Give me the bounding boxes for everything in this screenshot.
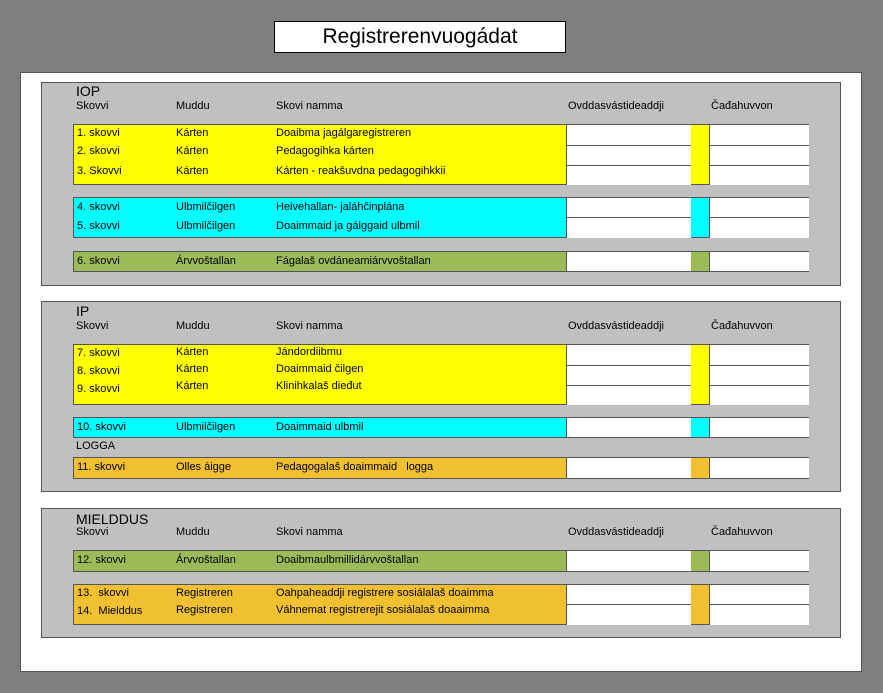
row-muddu: Kárten — [176, 363, 209, 375]
row-namma[interactable]: Doaibma jagálgaregistreren — [276, 127, 412, 139]
completed-input[interactable] — [709, 418, 809, 437]
row-number: 14. Mielddus — [77, 605, 143, 617]
row-namma[interactable]: Kárten - reakšuvdna pedagogihkkii — [276, 165, 446, 177]
row-namma[interactable]: Doaimmaid čilgen — [276, 363, 364, 375]
responsible-input[interactable] — [566, 585, 691, 604]
row-namma[interactable]: Klinihkalaš dieđut — [276, 380, 362, 392]
header-skovvi: Skovvi — [76, 526, 109, 538]
completed-input[interactable] — [709, 385, 809, 405]
completed-input[interactable] — [709, 551, 809, 571]
responsible-input[interactable] — [566, 198, 691, 217]
row-namma[interactable]: Fágalaš ovdáneamiárvvoštallan — [276, 255, 431, 267]
completed-input[interactable] — [709, 345, 809, 365]
status-strip — [691, 551, 709, 571]
responsible-input[interactable] — [566, 385, 691, 405]
responsible-input[interactable] — [566, 145, 691, 166]
header-ovddasvastideaddji: Ovddasvástideaddji — [568, 100, 665, 112]
status-strip — [691, 252, 709, 271]
responsible-input[interactable] — [566, 252, 691, 271]
status-strip — [691, 345, 709, 404]
completed-input[interactable] — [709, 217, 809, 238]
completed-input[interactable] — [709, 252, 809, 271]
responsible-input[interactable] — [566, 458, 691, 478]
responsible-input[interactable] — [566, 125, 691, 145]
ip-group-kartten — [73, 344, 809, 405]
iop-title: IOP — [76, 83, 101, 99]
row-namma[interactable]: Pedagogalaš doaimmaid logga — [276, 461, 434, 473]
mielddus-group-arvvostallan — [73, 550, 809, 572]
row-namma[interactable]: Heivehallan- jaláhčinplána — [276, 201, 405, 213]
completed-input[interactable] — [709, 604, 809, 625]
mielddus-group-registreren — [73, 584, 809, 625]
status-strip — [691, 125, 709, 184]
row-namma[interactable]: Doaibmaulbmillidárvvoštallan — [276, 554, 419, 566]
row-muddu: Ulbmilčilgen — [176, 201, 236, 213]
header-skovinamma: Skovi namma — [276, 100, 343, 112]
ip-title: IP — [76, 303, 90, 319]
row-muddu: Kárten — [176, 380, 209, 392]
header-cadahuvvon: Čađahuvvon — [711, 320, 773, 332]
row-muddu: Registreren — [176, 604, 233, 616]
row-number: 13. skovvi — [77, 587, 129, 599]
row-number: 12. skovvi — [77, 554, 126, 566]
status-strip — [691, 458, 709, 478]
ip-group-ulbmil — [73, 417, 809, 438]
responsible-input[interactable] — [566, 165, 691, 185]
row-namma[interactable]: Doaimmaid ulbmil — [276, 421, 364, 433]
header-cadahuvvon: Čađahuvvon — [711, 526, 773, 538]
status-strip — [691, 198, 709, 237]
responsible-input[interactable] — [566, 418, 691, 437]
responsible-input[interactable] — [566, 551, 691, 571]
row-muddu: Árvvoštallan — [176, 255, 236, 267]
row-number: 1. skovvi — [77, 127, 120, 139]
row-muddu: Registreren — [176, 587, 233, 599]
row-number: 7. skovvi — [77, 347, 120, 359]
row-muddu: Kárten — [176, 346, 209, 358]
completed-input[interactable] — [709, 198, 809, 217]
row-muddu: Olles áigge — [176, 461, 232, 473]
completed-input[interactable] — [709, 125, 809, 145]
row-number: 5. skovvi — [77, 220, 120, 232]
status-strip — [691, 418, 709, 437]
ip-group-logga — [73, 457, 809, 479]
row-namma[interactable]: Doaimmaid ja gálggaid ulbmil — [276, 220, 420, 232]
row-namma[interactable]: Váhnemat registrerejit sosiálalaš doaaimma — [276, 604, 490, 616]
row-number: 9. skovvi — [77, 383, 120, 395]
iop-group-kartten — [73, 124, 809, 185]
row-number: 8. skovvi — [77, 365, 120, 377]
status-strip — [691, 585, 709, 624]
row-muddu: Kárten — [176, 127, 209, 139]
iop-group-ulbmil — [73, 197, 809, 238]
row-namma[interactable]: Jándordiibmu — [276, 346, 343, 358]
row-muddu: Ulbmilčilgen — [176, 421, 236, 433]
completed-input[interactable] — [709, 365, 809, 386]
row-muddu: Kárten — [176, 145, 209, 157]
header-skovvi: Skovvi — [76, 100, 109, 112]
row-number: 3. Skovvi — [77, 165, 122, 177]
responsible-input[interactable] — [566, 217, 691, 238]
header-cadahuvvon: Čađahuvvon — [711, 100, 773, 112]
row-number: 11. skovvi — [77, 461, 126, 473]
header-skovinamma: Skovi namma — [276, 526, 343, 538]
responsible-input[interactable] — [566, 604, 691, 625]
header-skovinamma: Skovi namma — [276, 320, 343, 332]
completed-input[interactable] — [709, 585, 809, 604]
completed-input[interactable] — [709, 165, 809, 185]
logga-label: LOGGA — [76, 440, 116, 452]
row-muddu: Árvvoštallan — [176, 554, 236, 566]
responsible-input[interactable] — [566, 345, 691, 365]
header-ovddasvastideaddji: Ovddasvástideaddji — [568, 320, 665, 332]
row-namma[interactable]: Pedagogihka kárten — [276, 145, 374, 157]
row-number: 10. skovvi — [77, 421, 126, 433]
mielddus-title: MIELDDUS — [76, 511, 149, 527]
row-muddu: Kárten — [176, 165, 209, 177]
row-number: 4. skovvi — [77, 201, 120, 213]
responsible-input[interactable] — [566, 365, 691, 386]
header-skovvi: Skovvi — [76, 320, 109, 332]
row-number: 2. skovvi — [77, 145, 120, 157]
header-muddu: Muddu — [176, 320, 210, 332]
page-title: Registrerenvuogádat — [274, 21, 566, 53]
completed-input[interactable] — [709, 145, 809, 166]
iop-group-arvvostallan — [73, 251, 809, 272]
row-muddu: Ulbmilčilgen — [176, 220, 236, 232]
header-muddu: Muddu — [176, 100, 210, 112]
row-namma[interactable]: Oahpaheaddji registrere sosiálalaš doaimma — [276, 587, 494, 599]
header-ovddasvastideaddji: Ovddasvástideaddji — [568, 526, 665, 538]
header-muddu: Muddu — [176, 526, 210, 538]
completed-input[interactable] — [709, 458, 809, 478]
row-number: 6. skovvi — [77, 255, 120, 267]
